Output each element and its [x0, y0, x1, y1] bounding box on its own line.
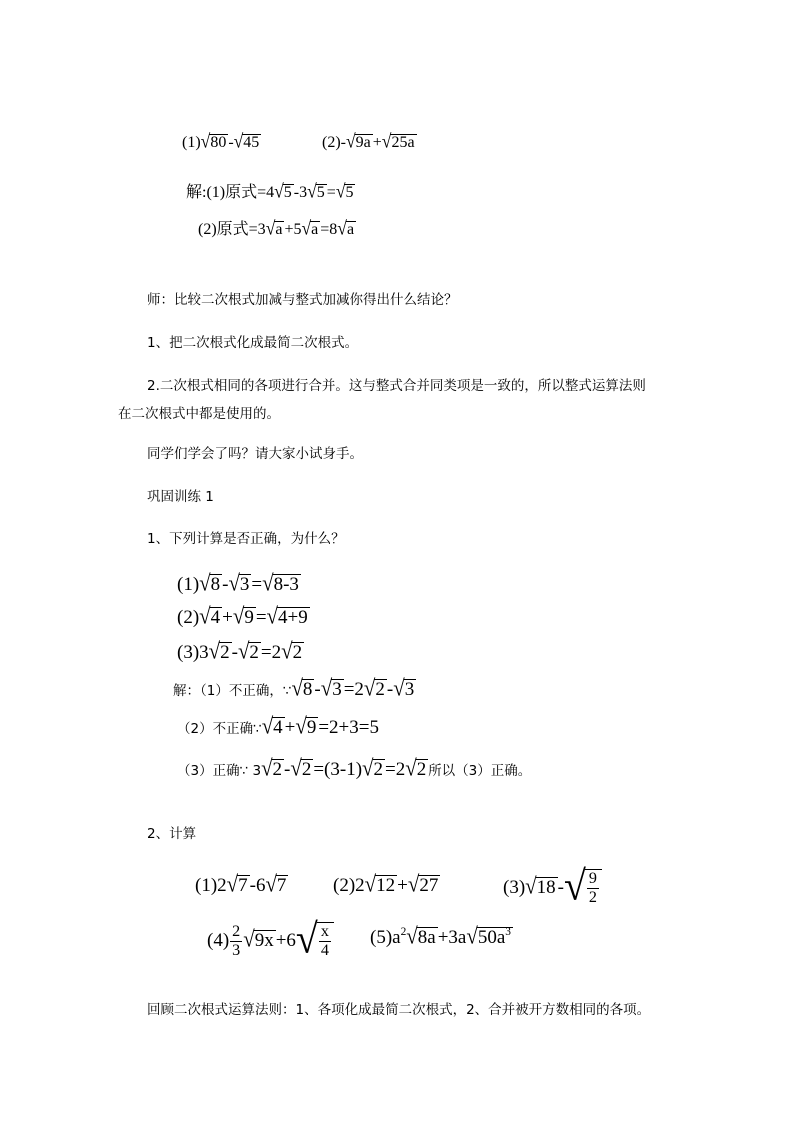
radical: √4	[261, 712, 283, 740]
radical: √3	[228, 569, 250, 597]
radical: √3	[393, 674, 415, 702]
question-1: 1、下列计算是否正确，为什么？	[147, 531, 345, 547]
prompt-text: 同学们学会了吗？请大家小试身手。	[147, 446, 363, 462]
radical: √2	[405, 754, 427, 782]
rule-2-line-1: 2.二次根式相同的各项进行合并。这与整式合并同类项是一致的，所以整式运算法则	[147, 378, 646, 394]
radical: √8	[199, 569, 221, 597]
rule-2-line-2: 在二次根式中都是使用的。	[118, 406, 280, 422]
q1-item-3: (3)3√2 -√2 =2√2	[177, 637, 303, 665]
radical: √2	[362, 754, 383, 782]
q1-item-2: (2)√4 +√9 =√4+9	[177, 602, 308, 630]
radical: √8-3	[262, 569, 299, 597]
radical: √4+9	[266, 602, 308, 630]
radical: √9	[295, 712, 317, 740]
review-rules: 回顾二次根式运算法则：1、各项化成最简二次根式，2、合并被开方数相同的各项。	[147, 1002, 651, 1018]
radical: √80	[200, 129, 227, 152]
radical: √5	[335, 179, 354, 202]
radical: √8a	[406, 922, 436, 950]
radical: √2	[363, 674, 385, 702]
radical: √9a	[345, 129, 371, 152]
q2-item-1: (1)2√7 -6√7	[195, 870, 287, 898]
radical: √12	[364, 870, 396, 898]
q1-item-1: (1)√8 -√3 =√8-3	[177, 569, 299, 597]
radical: √18	[525, 872, 556, 900]
teacher-question: 师：比较二次根式加减与整式加减你得出什么结论？	[147, 292, 458, 308]
q1-solution-2: （2）不正确∵√4 +√9 =2+3=5	[177, 712, 379, 740]
radical: √2	[208, 637, 230, 665]
radical: √5	[307, 179, 325, 202]
q1-solution-1: 解：（1）不正确，∵√8 -√3 =2√2 -√3	[173, 674, 415, 702]
example-1-problem-2: (2)-√9a +√25a	[322, 129, 415, 152]
radical: √4	[199, 602, 221, 630]
radical: $√50a^3$	[466, 922, 511, 950]
radical: √5	[274, 179, 292, 202]
q2-item-5: $(5)a^2√8a +3a√50a^3$	[370, 922, 511, 950]
radical: √2	[261, 754, 283, 782]
q2-item-3: (3)√18 -√ $\frac{9}{2}$	[503, 862, 602, 909]
fraction: $\frac{x}{4}$	[320, 923, 329, 960]
fraction: $\frac{2}{3}$	[232, 923, 241, 960]
radical: √7	[226, 870, 248, 898]
radical: √7	[265, 870, 287, 898]
radical: √45	[233, 129, 260, 152]
radical: √3	[320, 674, 342, 702]
solution-1-line-2: (2)原式=3√a +5√a =8√a	[198, 216, 355, 239]
solution-1-line-1: 解:(1)原式=4√5 -3√5 =√5	[186, 179, 354, 202]
radical: √a	[337, 216, 355, 239]
q1-solution-3: （3）正确∵ 3√2 -√2 =(3-1)√2 =2√2 所以（3）正确。	[177, 754, 532, 782]
radical: √2	[290, 754, 312, 782]
example-1-problem-1: (1)√80 -√45	[182, 129, 260, 152]
q2-item-2: (2)2√12 +√27	[333, 870, 439, 898]
fraction: $\frac{9}{2}$	[588, 870, 597, 907]
radical: √9	[232, 602, 254, 630]
radical: √25a	[381, 129, 415, 152]
radical: √9x	[243, 925, 274, 953]
question-2: 2、计算	[147, 826, 197, 842]
radical: √ $\frac{x}{4}$	[296, 915, 334, 962]
rule-1: 1、把二次根式化成最简二次根式。	[147, 335, 359, 351]
radical: √2	[237, 637, 259, 665]
radical: √27	[407, 870, 439, 898]
radical: √ $\frac{9}{2}$	[564, 862, 602, 909]
problem-label: (1)	[182, 134, 201, 151]
radical: √2	[281, 637, 303, 665]
radical: √8	[291, 674, 313, 702]
radical: √a	[265, 216, 283, 239]
q2-item-4: (4) $\frac{2}{3}$ √9x +6√ $\frac{x}{4}$	[207, 915, 334, 962]
practice-title: 巩固训练 1	[147, 489, 214, 505]
radical: √a	[301, 216, 319, 239]
problem-label: (2)	[322, 134, 341, 151]
